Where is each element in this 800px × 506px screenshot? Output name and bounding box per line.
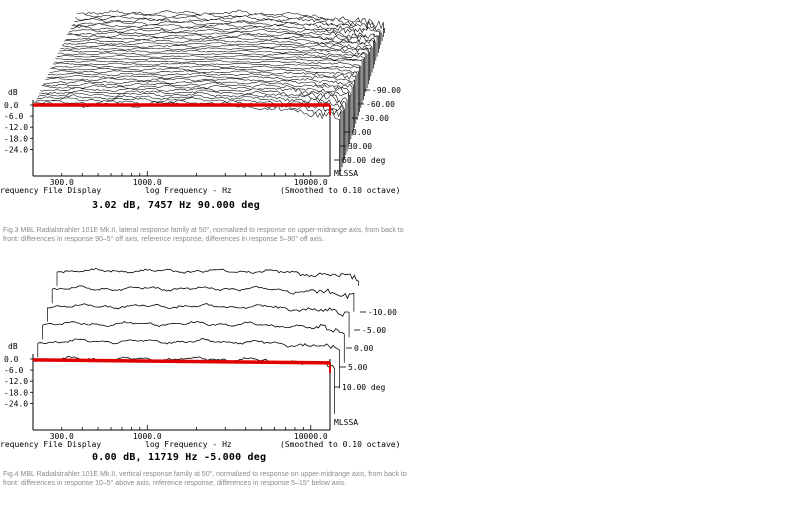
footer-center: log Frequency - Hz xyxy=(145,186,232,195)
figure-caption: Fig.4 MBL Radialstrahler 101E Mk.II, vertical response family at 50", normalized to response on upper-midrange axis, from back to front: differences in response 10–5° above axis, reference response, differences in response 5–15° below axis. xyxy=(3,471,407,487)
figure-3 xyxy=(0,0,420,248)
footer-left: requency File Display xyxy=(0,186,102,195)
depth-label: 0.00 xyxy=(352,128,372,137)
y-tick-label: 0.0 xyxy=(4,101,19,110)
brand-label: MLSSA xyxy=(334,169,359,178)
y-tick-label: -6.0 xyxy=(4,112,24,122)
cursor-readout: 0.00 dB, 11719 Hz -5.000 deg xyxy=(92,452,267,463)
x-tick-label: 1000.0 xyxy=(132,178,162,187)
cursor-readout: 3.02 dB, 7457 Hz 90.000 deg xyxy=(92,200,260,211)
depth-label: -5.00 xyxy=(362,326,387,335)
footer-center: log Frequency - Hz xyxy=(145,440,232,449)
footer-right: (Smoothed to 0.10 octave) xyxy=(280,186,401,195)
y-tick-label: -12.0 xyxy=(4,377,29,387)
y-axis-label: dB xyxy=(8,88,18,97)
depth-label: -90.00 xyxy=(372,86,401,95)
y-axis-label: dB xyxy=(8,342,18,351)
figure-caption: Fig.3 MBL Radialstrahler 101E Mk.II, lateral response family at 50", normalized to response on upper-midrange axis, from back to front: differences in response 90–5° off axis, reference response, differences in response 5–90° off axis. xyxy=(3,227,404,243)
x-tick-label: 10000.0 xyxy=(293,432,328,441)
depth-label: 10.00 deg xyxy=(342,383,386,392)
depth-label: 30.00 xyxy=(348,142,373,151)
x-tick-label: 300.0 xyxy=(49,178,74,187)
depth-label: 60.00 deg xyxy=(342,156,386,165)
trace-mask xyxy=(33,357,335,420)
figure-4 xyxy=(0,258,420,506)
depth-label: 0.00 xyxy=(354,344,374,353)
x-tick-label: 1000.0 xyxy=(132,432,162,441)
waterfall-traces xyxy=(33,10,385,175)
waterfall-chart-lateral xyxy=(0,0,420,200)
footer-right: (Smoothed to 0.10 octave) xyxy=(280,440,401,449)
y-tick-label: 0.0 xyxy=(4,355,19,364)
depth-label: -30.00 xyxy=(360,114,389,123)
depth-label: -10.00 xyxy=(368,308,397,317)
y-tick-label: -24.0 xyxy=(4,399,29,409)
waterfall-traces xyxy=(33,268,359,419)
depth-label: -60.00 xyxy=(366,100,395,109)
x-tick-label: 300.0 xyxy=(49,432,74,441)
y-tick-label: -24.0 xyxy=(4,145,29,155)
footer-left: requency File Display xyxy=(0,440,102,449)
y-tick-label: -18.0 xyxy=(4,134,29,144)
y-tick-label: -12.0 xyxy=(4,123,29,133)
x-tick-label: 10000.0 xyxy=(293,178,328,187)
depth-label: 5.00 xyxy=(348,363,368,372)
waterfall-chart-vertical xyxy=(0,258,420,458)
brand-label: MLSSA xyxy=(334,418,359,427)
y-tick-label: -18.0 xyxy=(4,388,29,398)
trace-mask xyxy=(33,102,340,165)
y-tick-label: -6.0 xyxy=(4,366,24,376)
